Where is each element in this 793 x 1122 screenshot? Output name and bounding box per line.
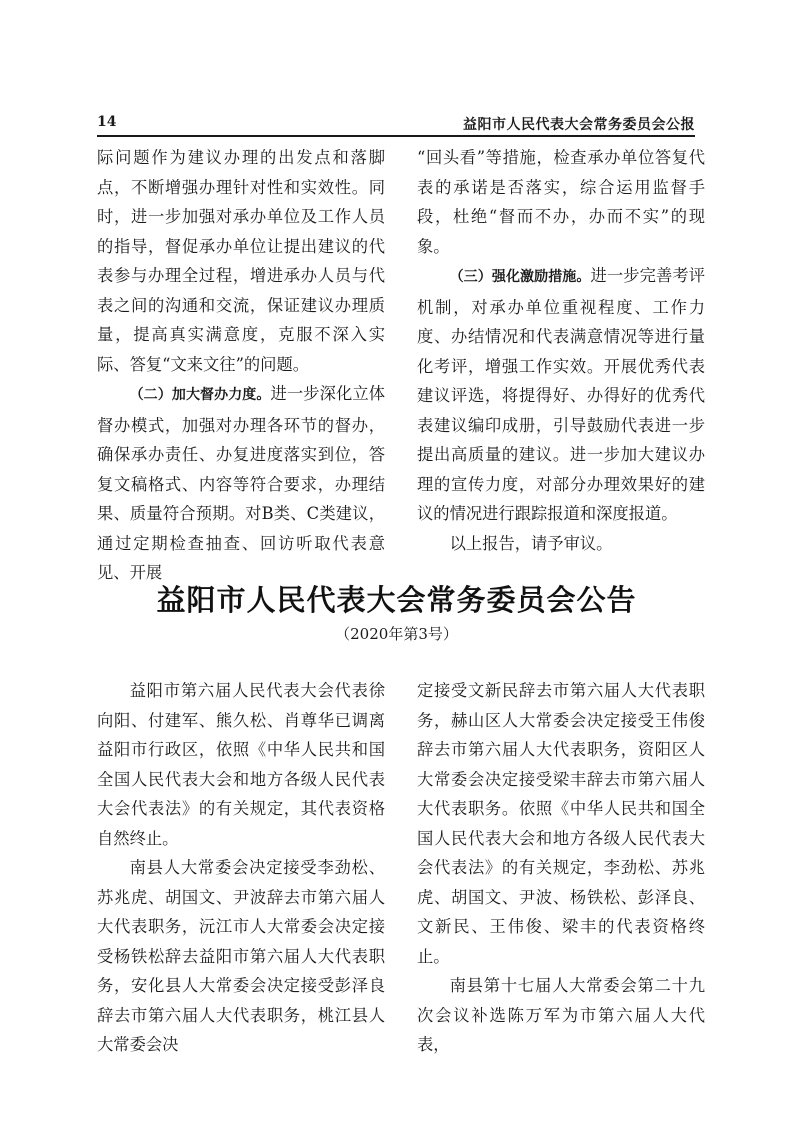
announcement-left-column <box>97 676 385 1060</box>
report-paragraph <box>417 261 705 529</box>
paragraph-text: 进一步深化立体督办模式，加强对办理各环节的督办，确保承办责任、办复进度落实到位，答复文稿格式、内容等符合要求，办理结果、质量符合预期。对B类、C类建议，通过定期检查抽查、回访听取代表意见、开展 <box>97 384 385 582</box>
announcement-paragraph: 定接受文新民辞去市第六届人大代表职务，赫山区人大常委会决定接受王伟俊辞去市第六届人大代表职务，资阳区人大常委会决定接受梁丰辞去市第六届人大代表职务。依照《中华人民共和国全国人民代表大会和地方各级人民代表大会代表法》的有关规定，李劲松、苏兆虎、胡国文、尹波、杨铁松、彭泽良、文新民、王伟俊、梁丰的代表资格终止。 <box>417 681 705 966</box>
paragraph-text: 进一步完善考评机制，对承办单位重视程度、工作力度、办结情况和代表满意情况等进行量化考评，增强工作实效。开展优秀代表建议评选，将提得好、办得好的优秀代表建议编印成册，引导鼓励代表进一步提出高质量的建议。进一步加大建议办理的宣传力度，对部分办理效果好的建议的情况进行跟踪报道和深度报道。 <box>417 266 705 523</box>
section-heading: （三）强化激励措施。 <box>449 269 591 285</box>
report-paragraph: “回头看”等措施，检查承办单位答复代表的承诺是否落实，综合运用监督手段，杜绝“督而不办，办而不实”的现象。 <box>417 148 705 256</box>
announcement-right-column <box>417 676 705 1060</box>
report-right-column <box>417 143 705 558</box>
report-paragraph <box>97 379 385 588</box>
report-paragraph: 际问题作为建议办理的出发点和落脚点，不断增强办理针对性和实效性。同时，进一步加强对承办单位及工作人员的指导，督促承办单位让提出建议的代表参与办理全过程，增进承办人员与代表之间的沟通和交流，保证建议办理质量，提高真实满意度，克服不深入实际、答复“文来文往”的问题。 <box>97 148 385 374</box>
announcement-title: 益阳市人民代表大会常务委员会公告 <box>156 583 637 617</box>
journal-title: 益阳市人民代表大会常务委员会公报 <box>463 117 695 133</box>
announcement-paragraph: 南县人大常委会决定接受李劲松、苏兆虎、胡国文、尹波辞去市第六届人大代表职务，沅江市人大常委会决定接受杨铁松辞去益阳市第六届人大代表职务，安化县人大常委会决定接受彭泽良辞去市第六届人大代表职务，桃江县人大常委会决 <box>97 858 385 1054</box>
page-number: 14 <box>97 114 117 130</box>
announcement-paragraph: 益阳市第六届人民代表大会代表徐向阳、付建军、熊久松、肖尊华已调离益阳市行政区，依照《中华人民共和国全国人民代表大会和地方各级人民代表大会代表法》的有关规定，其代表资格自然终止。 <box>97 681 385 848</box>
announcement-paragraph: 南县第十七届人大常委会第二十九次会议补选陈万军为市第六届人大代表， <box>417 976 705 1054</box>
announcement-number: （2020年第3号） <box>335 625 458 643</box>
report-left-column <box>97 143 385 588</box>
section-heading: （二）加大督办力度。 <box>129 387 271 403</box>
report-closing: 以上报告，请予审议。 <box>449 533 613 553</box>
page-header <box>97 113 695 137</box>
